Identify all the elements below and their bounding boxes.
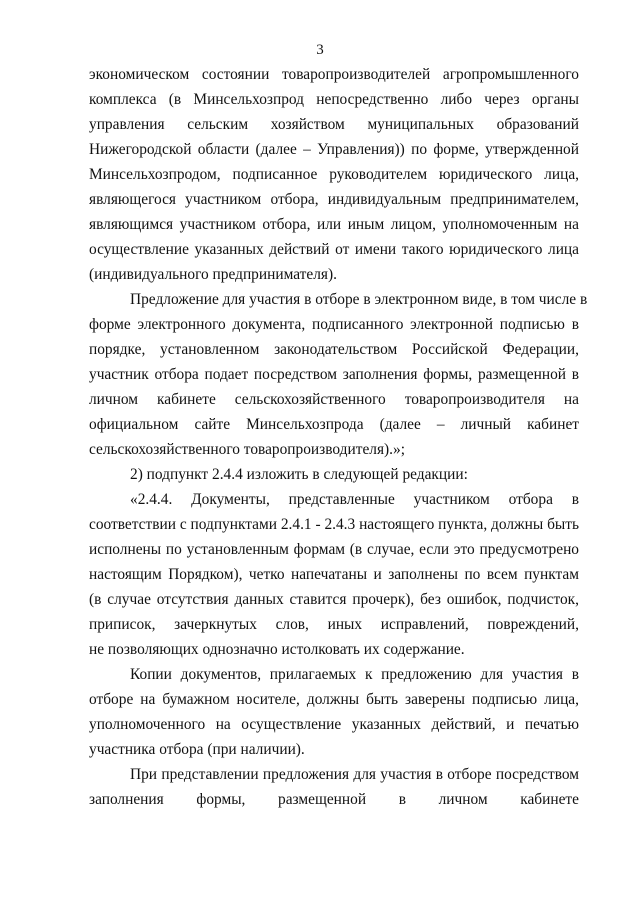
text-line: Минсельхозпродом, подписанное руководителем юридического лица, <box>89 166 579 183</box>
text-line: форме электронного документа, подписанного электронной подписью в <box>89 316 579 333</box>
text-line: уполномоченного на осуществление указанных действий, и печатью <box>89 716 579 733</box>
text-line: заполнения формы, размещенной в личном кабинете <box>89 791 579 808</box>
text-line: участника отбора (при наличии). <box>89 741 305 758</box>
text-line: участник отбора подает посредством заполнения формы, размещенной в <box>89 366 579 383</box>
text-line: являющимся участником отбора, или иным лицом, уполномоченным на <box>89 216 579 233</box>
paragraph <box>89 62 579 287</box>
text-line: порядке, установленном законодательством Российской Федерации, <box>89 341 579 358</box>
text-line: отборе на бумажном носителе, должны быть заверены подписью лица, <box>89 691 579 708</box>
text-line: исполнены по установленным формам (в случае, если это предусмотрено <box>89 541 579 558</box>
paragraph <box>89 287 588 462</box>
text-line: комплекса (в Минсельхозпрод непосредственно либо через органы <box>89 91 579 108</box>
document-body <box>89 62 588 812</box>
text-line: При представлении предложения для участия в отборе посредством <box>130 766 579 783</box>
page-number: 3 <box>316 42 324 58</box>
text-line: экономическом состоянии товаропроизводителей агропромышленного <box>89 66 579 83</box>
text-line: (индивидуального предпринимателя). <box>89 266 337 283</box>
text-line: управления сельским хозяйством муниципальных образований <box>89 116 579 133</box>
text-line: осуществление указанных действий от имени такого юридического лица <box>89 241 579 258</box>
text-line: (в случае отсутствия данных ставится прочерк), без ошибок, подчисток, <box>89 591 579 608</box>
text-line: «2.4.4. Документы, представленные участником отбора в <box>130 491 579 508</box>
text-line: 2) подпункт 2.4.4 изложить в следующей редакции: <box>130 466 468 483</box>
text-line: являющегося участником отбора, индивидуальным предпринимателем, <box>89 191 579 208</box>
paragraph <box>89 487 579 662</box>
paragraph <box>89 762 579 812</box>
text-line: не позволяющих однозначно истолковать их содержание. <box>89 641 465 658</box>
text-line: официальном сайте Минсельхозпрода (далее – личный кабинет <box>89 416 579 433</box>
paragraph <box>89 662 579 762</box>
text-line: соответствии с подпунктами 2.4.1 - 2.4.3 настоящего пункта, должны быть <box>89 516 579 533</box>
text-line: Предложение для участия в отборе в электронном виде, в том числе в <box>130 291 588 308</box>
paragraph <box>89 462 579 487</box>
text-line: личном кабинете сельскохозяйственного товаропроизводителя на <box>89 391 579 408</box>
text-line: Копии документов, прилагаемых к предложению для участия в <box>130 666 579 683</box>
text-line: Нижегородской области (далее – Управления)) по форме, утвержденной <box>89 141 579 158</box>
text-line: настоящим Порядком), четко напечатаны и заполнены по всем пунктам <box>89 566 579 583</box>
text-line: сельскохозяйственного товаропроизводителя).»; <box>89 441 405 458</box>
text-line: приписок, зачеркнутых слов, иных исправлений, повреждений, <box>89 616 579 633</box>
